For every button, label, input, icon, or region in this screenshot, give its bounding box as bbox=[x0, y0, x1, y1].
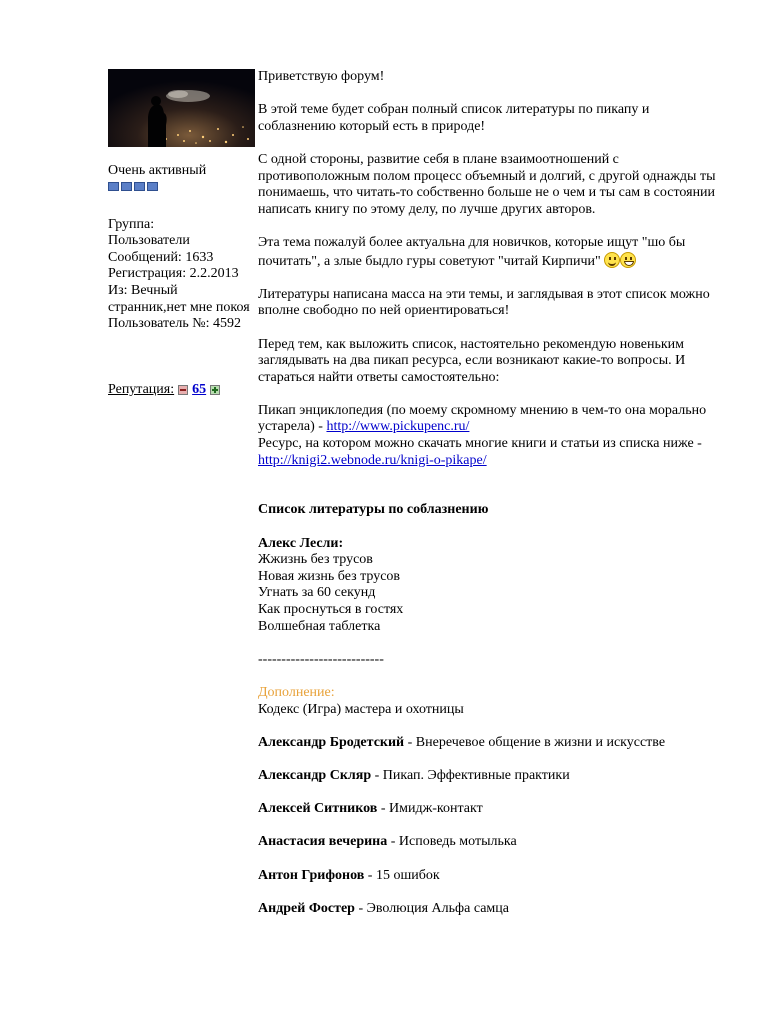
book-title: - Пикап. Эффективные практики bbox=[371, 767, 570, 783]
book-title: - Внеречевое общение в жизни и искусстве bbox=[404, 734, 666, 750]
reputation bbox=[108, 382, 258, 399]
reputation-label[interactable]: Репутация: bbox=[108, 381, 175, 397]
resource-text: Ресурс, на котором можно скачать многие книги и статьи из списка ниже - bbox=[258, 436, 702, 452]
book-title: Угнать за 60 секунд bbox=[258, 585, 376, 601]
rank-pip-icon bbox=[134, 182, 145, 191]
author-name: Алекс Лесли: bbox=[258, 535, 344, 551]
user-meta bbox=[108, 217, 258, 333]
user-rank: Очень активный bbox=[108, 163, 207, 178]
post-paragraph: Перед тем, как выложить список, настоятельно рекомендую новеньким заглядывать на два пикап ресурса, если возникают какие-то вопросы. И стараться найти ответы самостоятельно: bbox=[258, 336, 686, 385]
book-title: - Исповедь мотылька bbox=[387, 834, 517, 850]
book-title: - Эволюция Альфа самца bbox=[354, 900, 509, 916]
resource-text: Пикап энциклопедия (по моему скромному мнению в чем-то она морально устарела) - bbox=[258, 402, 707, 435]
reputation-value[interactable]: 65 bbox=[192, 381, 207, 397]
post-greeting: Приветствую форум! bbox=[258, 69, 385, 84]
resource-line bbox=[258, 436, 720, 469]
book-title: Волшебная таблетка bbox=[258, 618, 381, 634]
rank-pip-icon bbox=[108, 182, 119, 191]
author-name: Алексей Ситников bbox=[258, 801, 378, 817]
user-sidebar bbox=[108, 69, 258, 398]
book-entry bbox=[258, 868, 720, 885]
author-name: Александр Бродетский bbox=[258, 734, 405, 750]
spacer bbox=[258, 635, 720, 652]
post-paragraph: Литературы написана масса на эти темы, и заглядывая в этот список можно вполне свободно по ней ориентироваться! bbox=[258, 286, 710, 319]
spacer bbox=[258, 486, 720, 503]
author-block bbox=[258, 536, 720, 636]
post-paragraph-text: Эта тема пожалуй более актуальна для новичков, которые ищут "шо бы почитать", а злые быдло гуры советуют "читай Кирпичи" bbox=[258, 234, 686, 269]
author-name: Анастасия вечерина bbox=[258, 834, 388, 850]
meta-registration: Регистрация: 2.2.2013 bbox=[108, 266, 239, 282]
reputation-plus-icon[interactable] bbox=[210, 385, 220, 395]
list-title: Список литературы по соблазнению bbox=[258, 502, 489, 518]
addition-book: Кодекс (Игра) мастера и охотницы bbox=[258, 701, 464, 717]
resource-line bbox=[258, 403, 720, 436]
book-title: Как проснуться в гостях bbox=[258, 602, 404, 617]
book-title: Жжизнь без трусов bbox=[258, 552, 373, 568]
post-paragraph: С одной стороны, развитие себя в плане взаимоотношений с противоположным полом процесс объемный и долгий, с другой однажды ты понимаешь, что читать-то собственно больше не о чем и ты сам в состоянии написать книгу по этому делу, по лучше других авторов. bbox=[258, 151, 716, 217]
meta-group-label: Группа: bbox=[108, 216, 155, 232]
rank-pip-icon bbox=[121, 182, 132, 191]
separator: --------------------------- bbox=[258, 651, 384, 667]
meta-posts: Сообщений: 1633 bbox=[108, 249, 214, 265]
author-name: Антон Грифонов bbox=[258, 867, 365, 883]
book-title: - Имидж-контакт bbox=[377, 801, 483, 817]
avatar-image bbox=[108, 69, 255, 147]
book-entry bbox=[258, 768, 720, 785]
avatar[interactable] bbox=[108, 69, 255, 147]
author-name: Андрей Фостер bbox=[258, 900, 355, 916]
book-entry bbox=[258, 735, 720, 752]
laugh-smiley-icon bbox=[620, 252, 636, 268]
post-paragraph-with-smileys bbox=[258, 235, 720, 270]
post-body bbox=[258, 69, 720, 934]
rank-pips bbox=[108, 182, 258, 191]
book-title: Новая жизнь без трусов bbox=[258, 568, 401, 584]
spacer bbox=[258, 469, 720, 486]
book-title: - 15 ошибок bbox=[364, 867, 440, 883]
book-entry bbox=[258, 801, 720, 818]
meta-group-value: Пользователи bbox=[108, 233, 190, 249]
book-entry bbox=[258, 901, 720, 918]
meta-user-number: Пользователь №: 4592 bbox=[108, 316, 241, 332]
pickupenc-link[interactable]: http://www.pickupenc.ru/ bbox=[326, 419, 470, 435]
addition-label: Дополнение: bbox=[258, 684, 335, 700]
wink-smiley-icon bbox=[604, 252, 620, 268]
post-paragraph: В этой теме будет собран полный список литературы по пикапу и соблазнению который есть в природе! bbox=[258, 102, 650, 134]
reputation-minus-icon[interactable] bbox=[178, 385, 188, 395]
meta-location: Из: Вечный странник,нет мне покоя bbox=[108, 282, 250, 315]
knigi-link[interactable]: http://knigi2.webnode.ru/knigi-o-pikape/ bbox=[258, 452, 487, 468]
book-entry bbox=[258, 834, 720, 851]
rank-pip-icon bbox=[147, 182, 158, 191]
author-name: Александр Скляр bbox=[258, 767, 372, 783]
